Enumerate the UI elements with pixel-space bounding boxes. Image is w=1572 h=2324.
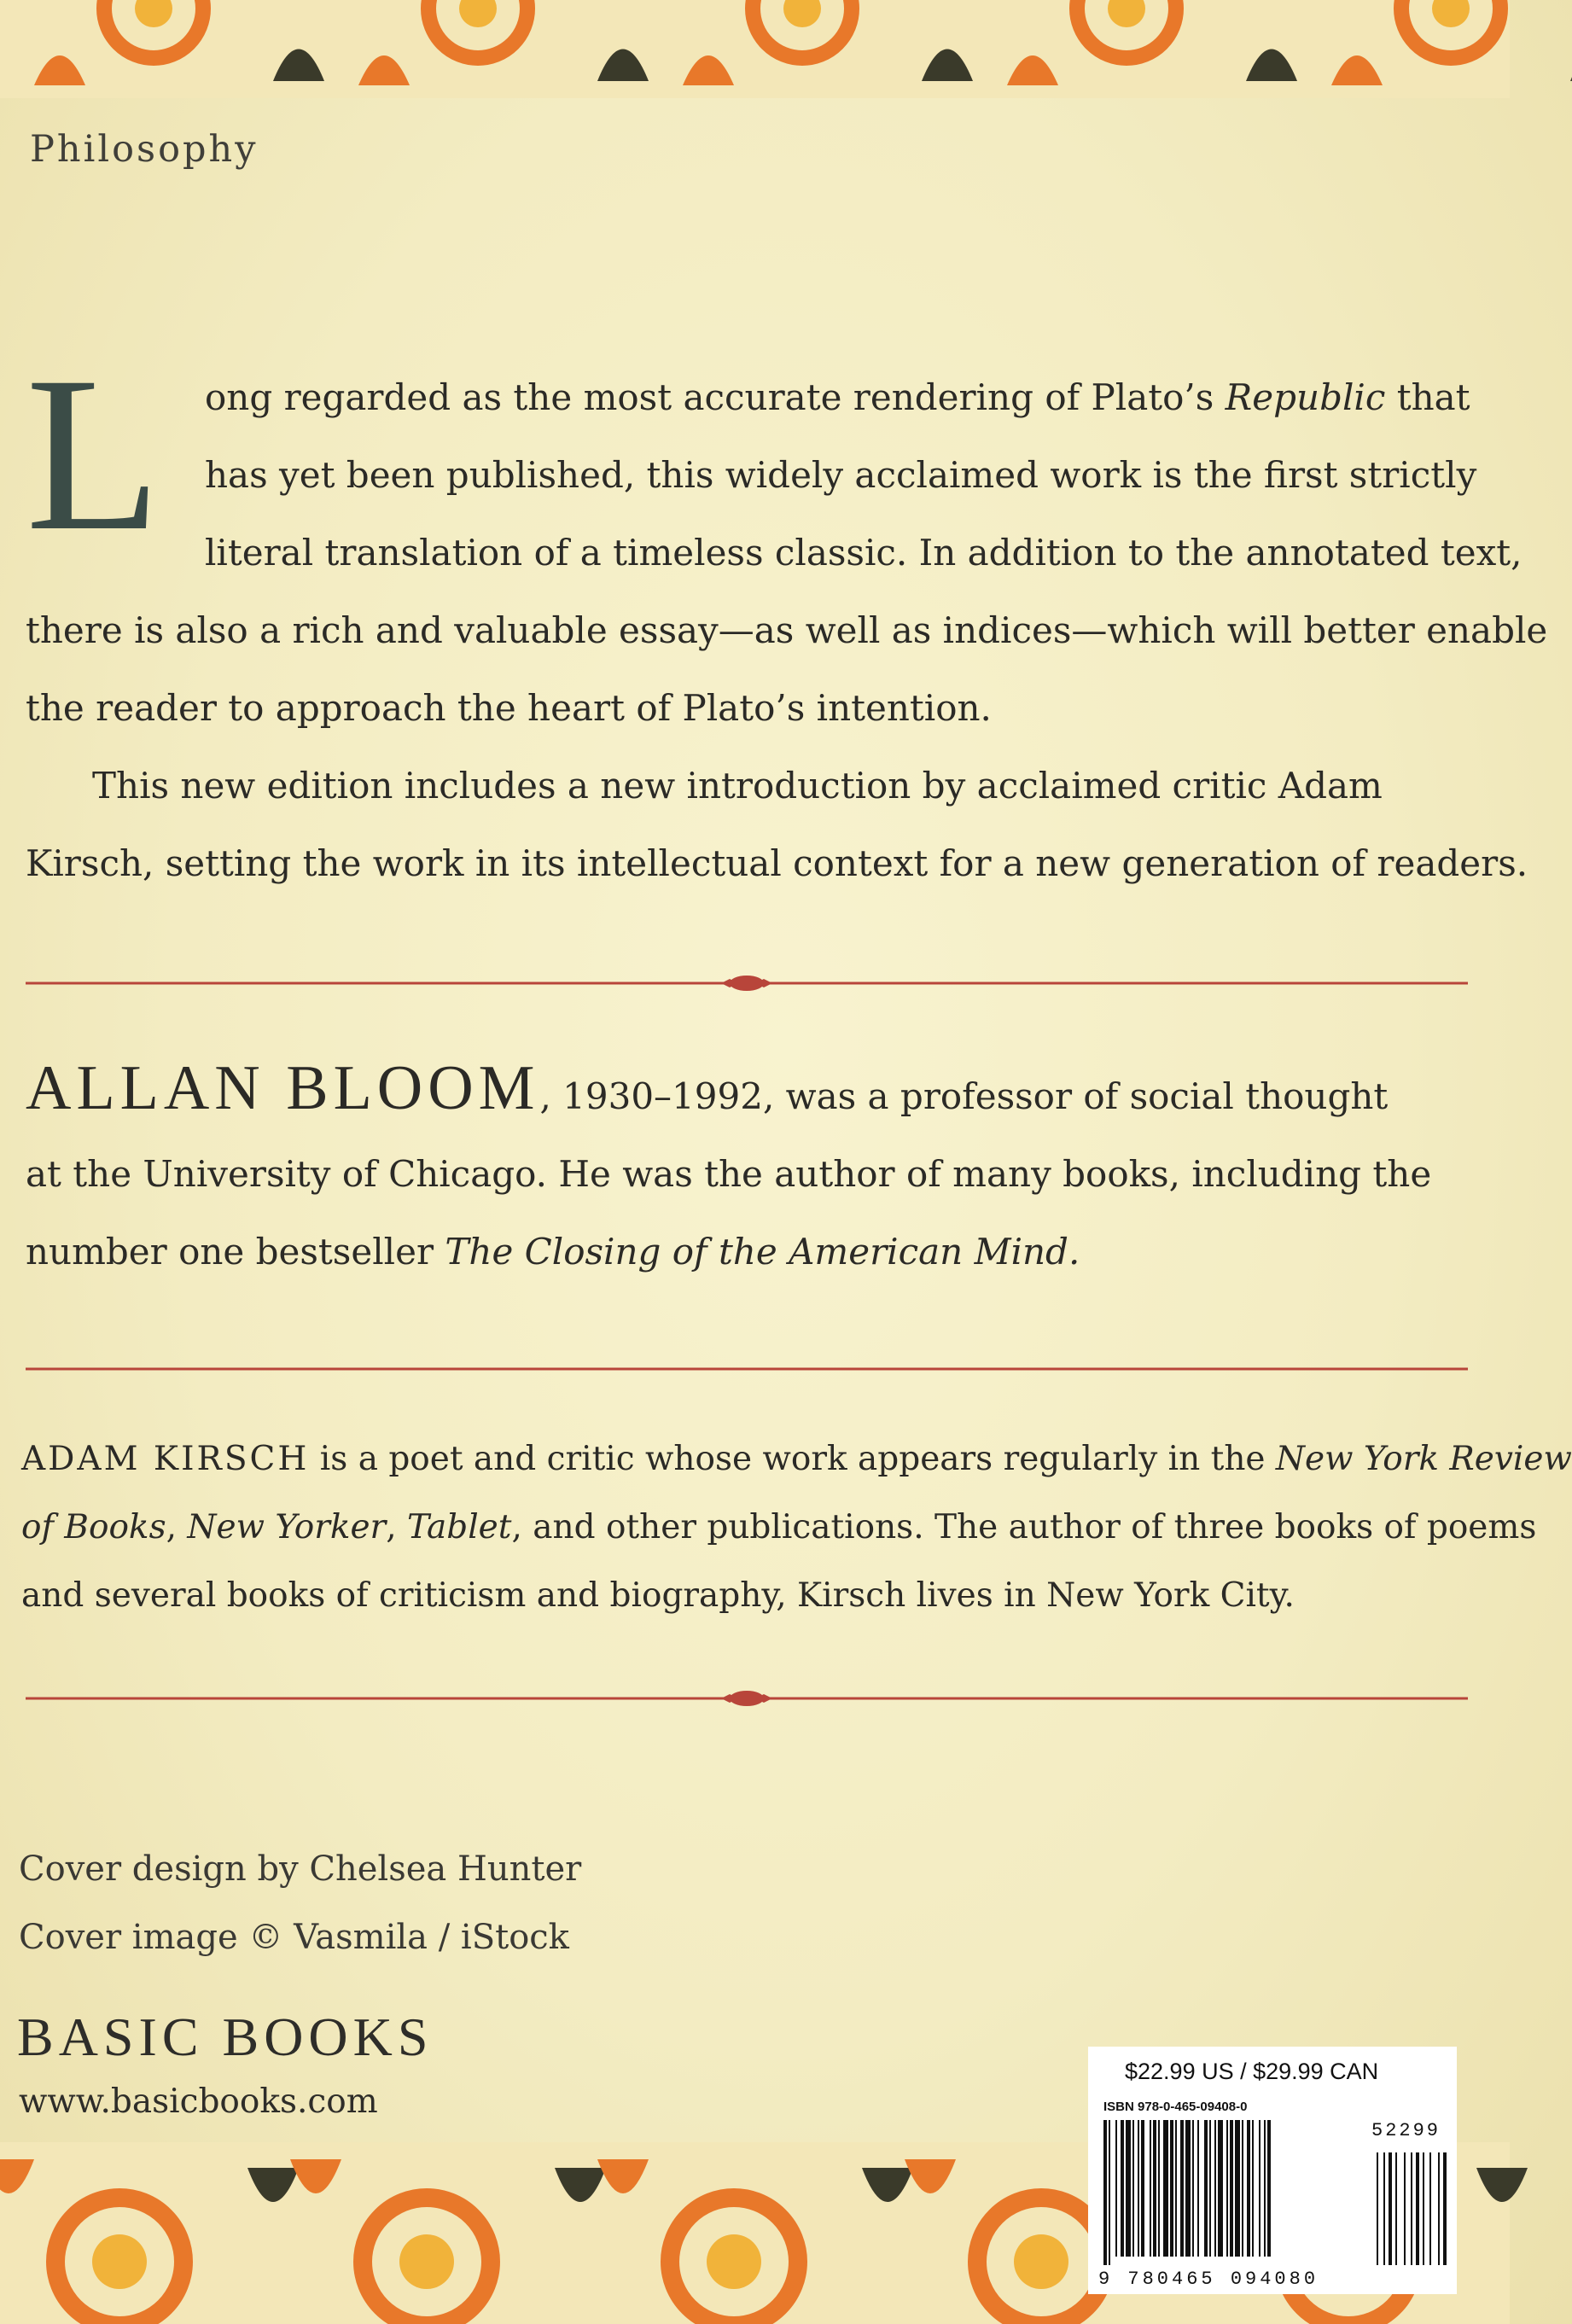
barcode-bar: [1242, 2120, 1243, 2257]
kirsch-line-3: and several books of criticism and biography, Kirsch lives in New York City.: [21, 1576, 1295, 1615]
barcode-bar: [1235, 2120, 1240, 2257]
barcode-bar: [1103, 2120, 1107, 2265]
barcode-bar: [1383, 2152, 1385, 2265]
barcode-bar: [1443, 2152, 1447, 2265]
barcode-bar: [1267, 2120, 1271, 2257]
kirsch-line-1: ADAM KIRSCH is a poet and critic whose work appears regularly in the New York Review: [21, 1440, 1572, 1478]
barcode-bar: [1423, 2152, 1424, 2265]
barcode-bar: [1416, 2152, 1419, 2265]
bestseller-title: The Closing of the American Mind.: [445, 1231, 1080, 1273]
barcode-bar: [1115, 2120, 1117, 2257]
barcode-bar: [1158, 2120, 1160, 2257]
desc-line-1: ong regarded as the most accurate rendering of Plato’s Republic that: [205, 376, 1470, 418]
description-block: [26, 331, 1548, 747]
bloom-line-3: number one bestseller The Closing of the American Mind.: [26, 1231, 1080, 1273]
barcode-bar: [1126, 2120, 1131, 2257]
category-label: Philosophy: [30, 128, 259, 171]
barcode-bar: [1204, 2120, 1208, 2257]
edition-line-2: Kirsch, setting the work in its intellectual context for a new generation of readers.: [26, 842, 1528, 884]
barcode-bar: [1389, 2152, 1392, 2265]
barcode-bar: [1209, 2120, 1211, 2257]
top-ornament-border: [0, 0, 1510, 98]
barcode-bar: [1429, 2152, 1431, 2265]
desc-line-4: there is also a rich and valuable essay—as well as indices—which will better enable: [26, 609, 1548, 651]
publisher-website: www.basicbooks.com: [19, 2082, 378, 2121]
barcode-bar: [1150, 2120, 1151, 2257]
barcode-digits: 9 780465 094080: [1098, 2269, 1319, 2290]
author-name-kirsch: ADAM KIRSCH: [21, 1440, 310, 1478]
barcode-bar: [1218, 2120, 1223, 2257]
kirsch-line-2: of Books, New Yorker, Tablet, and other publications. The author of three books of poems: [21, 1508, 1537, 1546]
barcode-bar: [1411, 2152, 1412, 2265]
barcode-bar: [1185, 2120, 1191, 2257]
barcode-bar: [1438, 2152, 1440, 2265]
barcode-bar: [1175, 2120, 1177, 2257]
barcode-bar: [1259, 2120, 1261, 2257]
barcode-icon: [1103, 2120, 1445, 2265]
barcode-bar: [1226, 2120, 1228, 2257]
barcode-bar: [1197, 2120, 1199, 2257]
bloom-line-1: ALLAN BLOOM, 1930–1992, was a professor of social thought: [26, 1053, 1389, 1123]
desc-line-5: the reader to approach the heart of Plato’s intention.: [26, 687, 992, 729]
author-name-bloom: ALLAN BLOOM: [26, 1053, 540, 1123]
barcode-bar: [1141, 2120, 1144, 2257]
author-bio-kirsch: [21, 1425, 1572, 1630]
edition-line-1: This new edition includes a new introduction by acclaimed critic Adam: [92, 765, 1383, 807]
edition-paragraph: [26, 747, 1528, 902]
barcode-bar: [1230, 2120, 1233, 2257]
bloom-line-2: at the University of Chicago. He was the author of many books, including the: [26, 1153, 1432, 1195]
barcode-bar: [1395, 2152, 1397, 2265]
cover-design-credit: Cover design by Chelsea Hunter: [19, 1849, 582, 1889]
barcode-bar: [1264, 2120, 1266, 2257]
barcode-bar: [1153, 2120, 1156, 2257]
barcode-bar: [1377, 2152, 1378, 2265]
isbn-label: ISBN 978-0-465-09408-0: [1103, 2100, 1248, 2114]
publisher-name: BASIC BOOKS: [17, 2007, 434, 2067]
barcode-bar: [1247, 2120, 1250, 2257]
barcode-bar: [1138, 2120, 1139, 2257]
divider-2: [26, 1352, 1468, 1386]
barcode-bar: [1180, 2120, 1184, 2257]
barcode-addon-digits: 52299: [1371, 2120, 1441, 2141]
barcode-bar: [1121, 2120, 1124, 2257]
barcode-bar: [1163, 2120, 1168, 2257]
cover-credits: [19, 1835, 581, 1972]
barcode-panel: [1088, 2047, 1457, 2294]
barcode-bar: [1132, 2120, 1134, 2257]
barcode-bar: [1404, 2152, 1406, 2265]
drop-cap: L: [26, 331, 161, 577]
desc-line-2: has yet been published, this widely acclaimed work is the first strictly: [205, 454, 1477, 496]
desc-line-3: literal translation of a timeless classic. In addition to the annotated text,: [205, 532, 1523, 574]
barcode-bar: [1252, 2120, 1254, 2257]
divider-ornament-1: [26, 966, 1468, 1000]
cover-image-credit: Cover image © Vasmila / iStock: [19, 1918, 569, 1957]
author-bio-bloom: [26, 1050, 1431, 1290]
divider-ornament-3: [26, 1681, 1468, 1715]
barcode-bar: [1109, 2120, 1110, 2265]
barcode-bar: [1192, 2120, 1194, 2257]
book-title: Republic: [1225, 376, 1386, 418]
price-label: $22.99 US / $29.99 CAN: [1125, 2059, 1379, 2084]
barcode-bar: [1214, 2120, 1216, 2257]
barcode-bar: [1170, 2120, 1173, 2257]
